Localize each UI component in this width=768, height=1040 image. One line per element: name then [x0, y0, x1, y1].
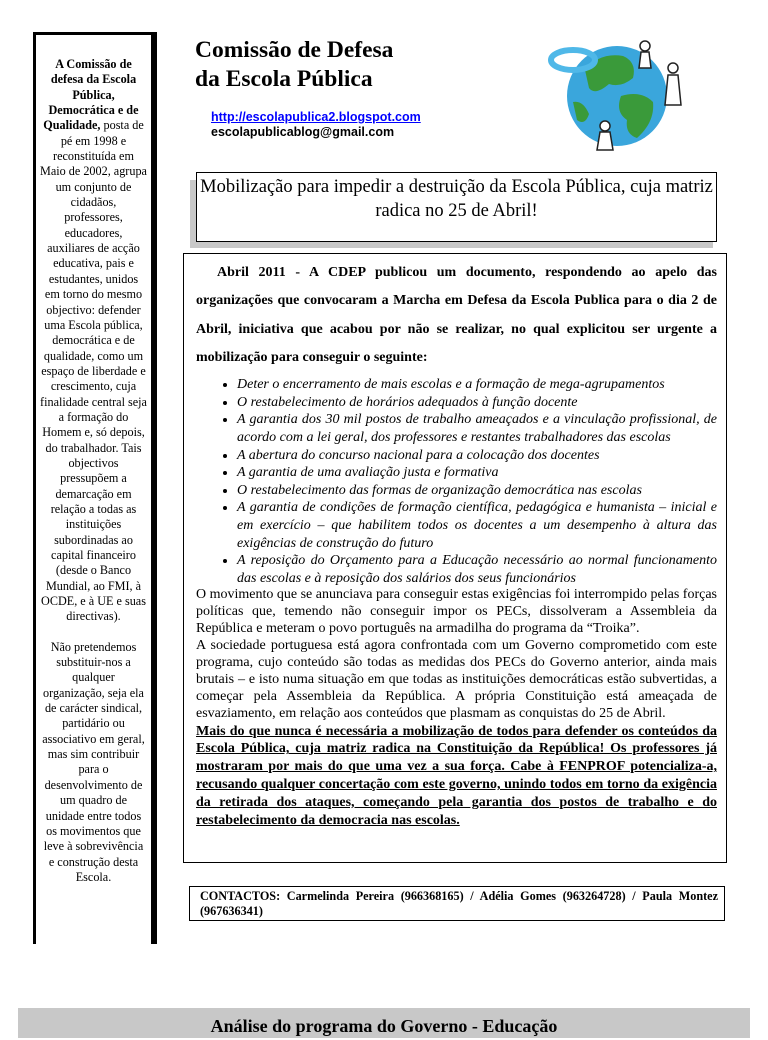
footer-section-title: Análise do programa do Governo - Educação — [18, 1008, 750, 1038]
demands-list — [196, 376, 717, 587]
page-title — [195, 36, 393, 94]
article-intro: Abril 2011 - A CDEP publicou um documento, respondendo ao apelo das organizações que convocaram a Marcha em Defesa da Escola Publica para o dia 2 de Abril, iniciativa que acabou por não se realizar, no qual explicitou ser urgente a mobilização para conseguir o seguinte: — [196, 265, 717, 365]
article-paragraph-1: O movimento que se anunciava para conseguir estas exigências foi interrompido pelas forças políticas que, temendo não conseguir impor os PECs, dissolveram a Assembleia da República e meteram o povo português na armadilha do programa da “Troika”. — [196, 587, 717, 637]
article-paragraph-2: A sociedade portuguesa está agora confrontada com um Governo comprometido com este programa, cujo conteúdo são todas as medidas dos PECs do Governo anterior, ainda mais brutais – e isto numa situação em que todas as instituições democráticas estão subvertidas, a começar pela Assembleia da República. A própria Constituição está ameaçada de esvaziamento, em relação aos conteúdos que plasmam as conquistas do 25 de Abril. — [196, 638, 717, 721]
contacts-box: CONTACTOS: Carmelinda Pereira (966368165) / Adélia Gomes (963264728) / Paula Montez (967636341) — [189, 886, 725, 921]
headline-box: Mobilização para impedir a destruição da Escola Pública, cuja matriz radica no 25 de Abril! — [196, 172, 717, 242]
list-item: • O restabelecimento de horários adequados à função docente — [237, 394, 717, 412]
sidebar-text-1: posta de pé em 1998 e reconstituída em Maio de 2002, agrupa um conjunto de cidadãos, professores, educadores, auxiliares de acção educativa, pais e estudantes, unidos em torno do mesmo objectivo: defender uma Escola pública, democrática e de qualidade, como um espaço de liberdade e crescimento, cuja finalidade central seja a formação do Homem e, só depois, do trabalhador. Tais objectivos pressupõem a demarcação em relação a todas as instituições subordinadas ao capital financeiro (desde o Banco Mundial, ao FMI, à OCDE, e à UE e suas directivas). — [40, 118, 147, 624]
email-text: escolapublicablog@gmail.com — [211, 124, 395, 139]
blog-link[interactable]: http://escolapublica2.blogspot.com — [211, 110, 421, 124]
globe-illustration-icon — [545, 30, 690, 155]
title-line-2: da Escola Pública — [195, 66, 373, 92]
list-item: • Deter o encerramento de mais escolas e a formação de mega-agrupamentos — [237, 376, 717, 394]
sidebar — [33, 32, 157, 944]
list-item: • A reposição do Orçamento para a Educação necessário ao normal funcionamento das escolas e à reposição dos salários dos seus funcionários — [237, 552, 717, 587]
title-line-1: Comissão de Defesa — [195, 37, 394, 63]
main-article — [183, 253, 727, 863]
list-item: • A abertura do concurso nacional para a colocação dos docentes — [237, 447, 717, 465]
sidebar-bold-intro: A Comissão de defesa da Escola Pública, Democrática e de Qualidade, — [43, 57, 139, 133]
list-item: • A garantia dos 30 mil postos de trabalho ameaçados e a vinculação profissional, de acordo com a lei geral, dos professores e restantes trabalhadores das escolas — [237, 411, 717, 446]
sidebar-paragraph-1 — [40, 57, 147, 625]
list-item: • A garantia de uma avaliação justa e formativa — [237, 464, 717, 482]
list-item: • A garantia de condições de formação científica, pedagógica e humanista – inicial e em exercício – que habilitem todos os docentes a um desempenho à altura das exigências de construção do futuro — [237, 499, 717, 552]
person-figure-right — [665, 63, 681, 105]
person-figure-left — [597, 121, 613, 150]
article-closing: Mais do que nunca é necessária a mobilização de todos para defender os conteúdos da Escola Pública, cuja matriz radica na Constituição da República! Os professores já mostraram por mais do que uma vez a sua força. Cabe à FENPROF potencializa-a, recusando qualquer concertação com este governo, unindo todos em torno da exigência da retirada dos ataques, começando pela garantia dos postos de trabalho e do restabelecimento da democracia nas escolas. — [196, 723, 717, 828]
person-figure-top — [639, 41, 651, 68]
sidebar-paragraph-2: Não pretendemos substituir-nos a qualquer organização, seja ela de carácter sindical, partidário ou associativo em geral, mas sim contribuir para o desenvolvimento de um quadro de unidade entre todos os movimentos que leve à sobrevivência e construção desta Escola. — [42, 639, 145, 884]
header-contacts — [211, 110, 421, 139]
list-item: • O restabelecimento das formas de organização democrática nas escolas — [237, 482, 717, 500]
